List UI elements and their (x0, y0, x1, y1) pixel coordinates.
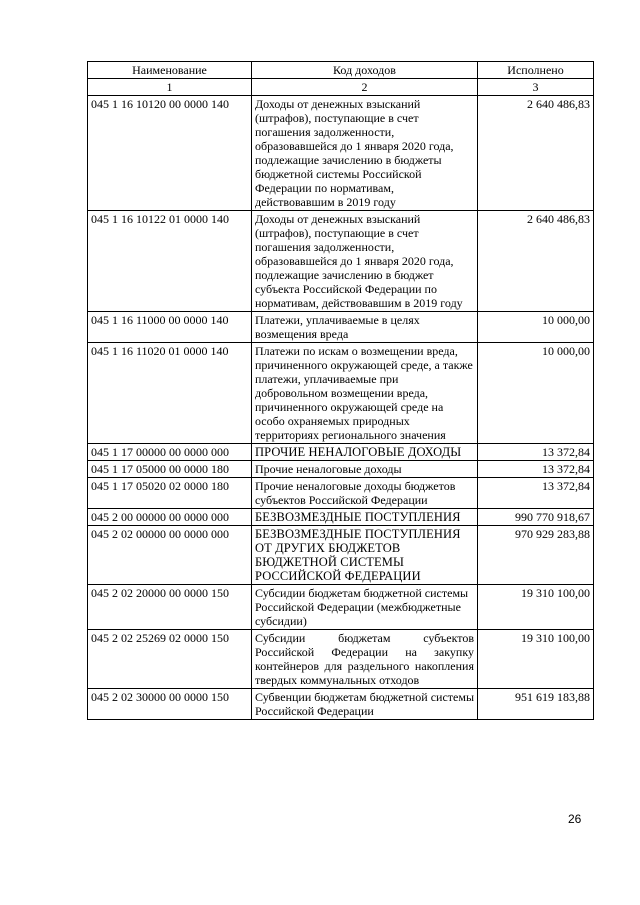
header-row (88, 62, 594, 79)
table-row (88, 630, 594, 689)
table-row (88, 96, 594, 211)
income-name: ПРОЧИЕ НЕНАЛОГОВЫЕ ДОХОДЫ (252, 444, 478, 461)
column-number: 1 (88, 79, 252, 96)
table-row (88, 526, 594, 585)
executed-amount: 19 310 100,00 (478, 630, 594, 689)
budget-table (87, 61, 594, 720)
table-row (88, 689, 594, 720)
income-name: Субвенции бюджетам бюджетной системы Российской Федерации (252, 689, 478, 720)
income-name: Прочие неналоговые доходы (252, 461, 478, 478)
executed-amount: 13 372,84 (478, 478, 594, 509)
executed-amount: 13 372,84 (478, 444, 594, 461)
header-name: Наименование (88, 62, 252, 79)
income-code: 045 1 16 11020 01 0000 140 (88, 343, 252, 444)
executed-amount: 13 372,84 (478, 461, 594, 478)
executed-amount: 19 310 100,00 (478, 585, 594, 630)
income-code: 045 1 17 05020 02 0000 180 (88, 478, 252, 509)
table-row (88, 211, 594, 312)
income-code: 045 1 17 05000 00 0000 180 (88, 461, 252, 478)
income-code: 045 2 02 20000 00 0000 150 (88, 585, 252, 630)
column-number: 3 (478, 79, 594, 96)
income-code: 045 2 02 30000 00 0000 150 (88, 689, 252, 720)
income-code: 045 1 17 00000 00 0000 000 (88, 444, 252, 461)
income-code: 045 2 00 00000 00 0000 000 (88, 509, 252, 526)
income-name: Доходы от денежных взысканий (штрафов), поступающие в счет погашения задолженности, образовавшейся до 1 января 2020 года, подлежащие зачислению в бюджет субъекта Российской Федерации по нормативам, действовавшим в 2019 году (252, 211, 478, 312)
income-code: 045 1 16 10122 01 0000 140 (88, 211, 252, 312)
page-number: 26 (568, 812, 582, 826)
table-row (88, 444, 594, 461)
income-name: Прочие неналоговые доходы бюджетов субъектов Российской Федерации (252, 478, 478, 509)
executed-amount: 990 770 918,67 (478, 509, 594, 526)
income-name: БЕЗВОЗМЕЗДНЫЕ ПОСТУПЛЕНИЯ ОТ ДРУГИХ БЮДЖЕТОВ БЮДЖЕТНОЙ СИСТЕМЫ РОССИЙСКОЙ ФЕДЕРАЦИИ (252, 526, 478, 585)
executed-amount: 2 640 486,83 (478, 96, 594, 211)
header-executed: Исполнено (478, 62, 594, 79)
table-row (88, 585, 594, 630)
executed-amount: 970 929 283,88 (478, 526, 594, 585)
header-code: Код доходов (252, 62, 478, 79)
table-row (88, 343, 594, 444)
income-code: 045 1 16 11000 00 0000 140 (88, 312, 252, 343)
income-name: Субсидии бюджетам субъектов Российской Федерации на закупку контейнеров для раздельного накопления твердых коммунальных отходов (252, 630, 478, 689)
column-number-row (88, 79, 594, 96)
table-row (88, 509, 594, 526)
income-name: Платежи по искам о возмещении вреда, причиненного окружающей среде, а также платежи, уплачиваемые при добровольном возмещении вреда, причиненного окружающей среде на особо охраняемых природных территориях регионального значения (252, 343, 478, 444)
table-row (88, 478, 594, 509)
executed-amount: 10 000,00 (478, 343, 594, 444)
table-row (88, 461, 594, 478)
executed-amount: 951 619 183,88 (478, 689, 594, 720)
executed-amount: 2 640 486,83 (478, 211, 594, 312)
table-row (88, 312, 594, 343)
income-name: Платежи, уплачиваемые в целях возмещения вреда (252, 312, 478, 343)
income-code: 045 2 02 25269 02 0000 150 (88, 630, 252, 689)
income-code: 045 1 16 10120 00 0000 140 (88, 96, 252, 211)
column-number: 2 (252, 79, 478, 96)
income-code: 045 2 02 00000 00 0000 000 (88, 526, 252, 585)
executed-amount: 10 000,00 (478, 312, 594, 343)
income-name: Субсидии бюджетам бюджетной системы Российской Федерации (межбюджетные субсидии) (252, 585, 478, 630)
income-name: Доходы от денежных взысканий (штрафов), поступающие в счет погашения задолженности, образовавшейся до 1 января 2020 года, подлежащие зачислению в бюджеты бюджетной системы Российской Федерации по нормативам, действовавшим в 2019 году (252, 96, 478, 211)
income-name: БЕЗВОЗМЕЗДНЫЕ ПОСТУПЛЕНИЯ (252, 509, 478, 526)
